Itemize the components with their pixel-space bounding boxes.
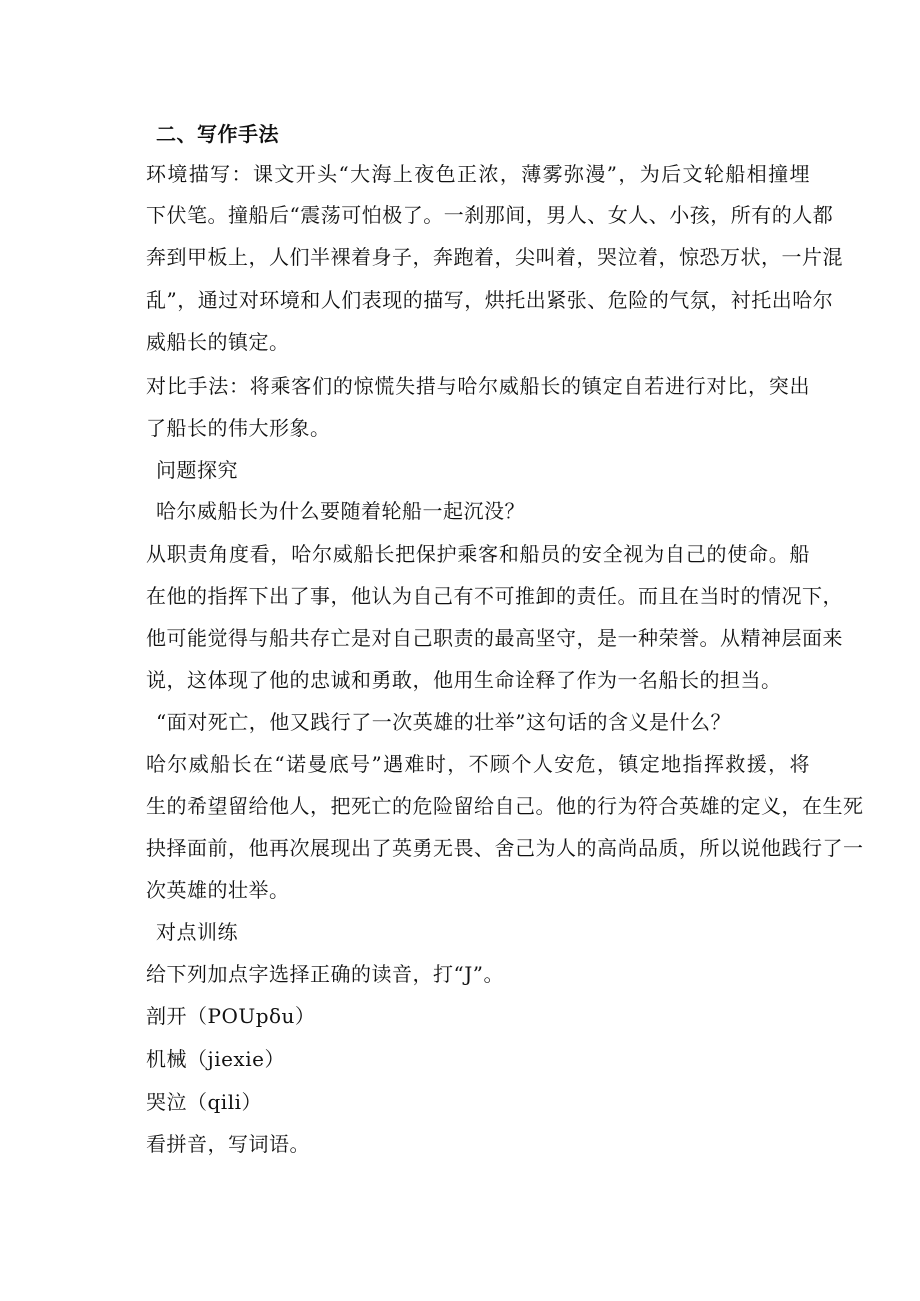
answer-2-line-4: 次英雄的壮举。 [146,878,290,902]
answer-2-line-1: 哈尔威船长在“诺曼底号”遇难时，不顾个人安危，镇定地指挥救援，将 [146,752,810,776]
section-heading: 二、写作手法 [156,122,279,146]
env-paragraph-line-1: 环境描写：课文开头“大海上夜色正浓，薄雾弥漫”，为后文轮船相撞埋 [146,162,810,186]
contrast-paragraph-line-1: 对比手法：将乘客们的惊慌失措与哈尔威船长的镇定自若进行对比，突出 [146,374,810,398]
practice-instruction: 给下列加点字选择正确的读音，打“J”。 [146,962,504,986]
practice-item-1: 剖开（POUpδu） [146,1004,316,1028]
practice-item-2: 机械（jiexie） [146,1047,285,1071]
env-paragraph-line-3: 奔到甲板上，人们半裸着身子，奔跑着，尖叫着，哭泣着，惊恐万状，一片混 [146,245,843,269]
practice-heading: 对点训练 [156,920,238,944]
answer-1-line-2: 在他的指挥下出了事，他认为自己有不可推卸的责任。而且在当时的情况下， [146,584,843,608]
question-1: 哈尔威船长为什么要随着轮船一起沉没？ [156,499,525,523]
answer-1-line-1: 从职责角度看，哈尔威船长把保护乘客和船员的安全视为自己的使命。船 [146,542,810,566]
contrast-paragraph-line-2: 了船长的伟大形象。 [146,416,331,440]
answer-2-line-2: 生的希望留给他人，把死亡的危险留给自己。他的行为符合英雄的定义，在生死 [146,794,864,818]
answer-1-line-4: 说，这体现了他的忠诚和勇敢，他用生命诠释了作为一名船长的担当。 [146,668,782,692]
inquiry-heading: 问题探究 [156,458,238,482]
answer-1-line-3: 他可能觉得与船共存亡是对自己职责的最高坚守，是一种荣誉。从精神层面来 [146,626,843,650]
env-paragraph-line-2: 下伏笔。撞船后“震荡可怕极了。一刹那间，男人、女人、小孩，所有的人都 [146,203,834,227]
practice-item-3: 哭泣（qili） [146,1090,262,1114]
answer-2-line-3: 抉择面前，他再次展现出了英勇无畏、舍己为人的高尚品质，所以说他践行了一 [146,836,864,860]
env-paragraph-line-4: 乱”，通过对环境和人们表现的描写，烘托出紧张、危险的气氛，衬托出哈尔 [146,288,834,312]
final-instruction: 看拼音，写词语。 [146,1132,310,1156]
question-2: “面对死亡，他又践行了一次英雄的壮举”这句话的含义是什么？ [156,710,731,734]
env-paragraph-line-5: 威船长的镇定。 [146,330,290,354]
